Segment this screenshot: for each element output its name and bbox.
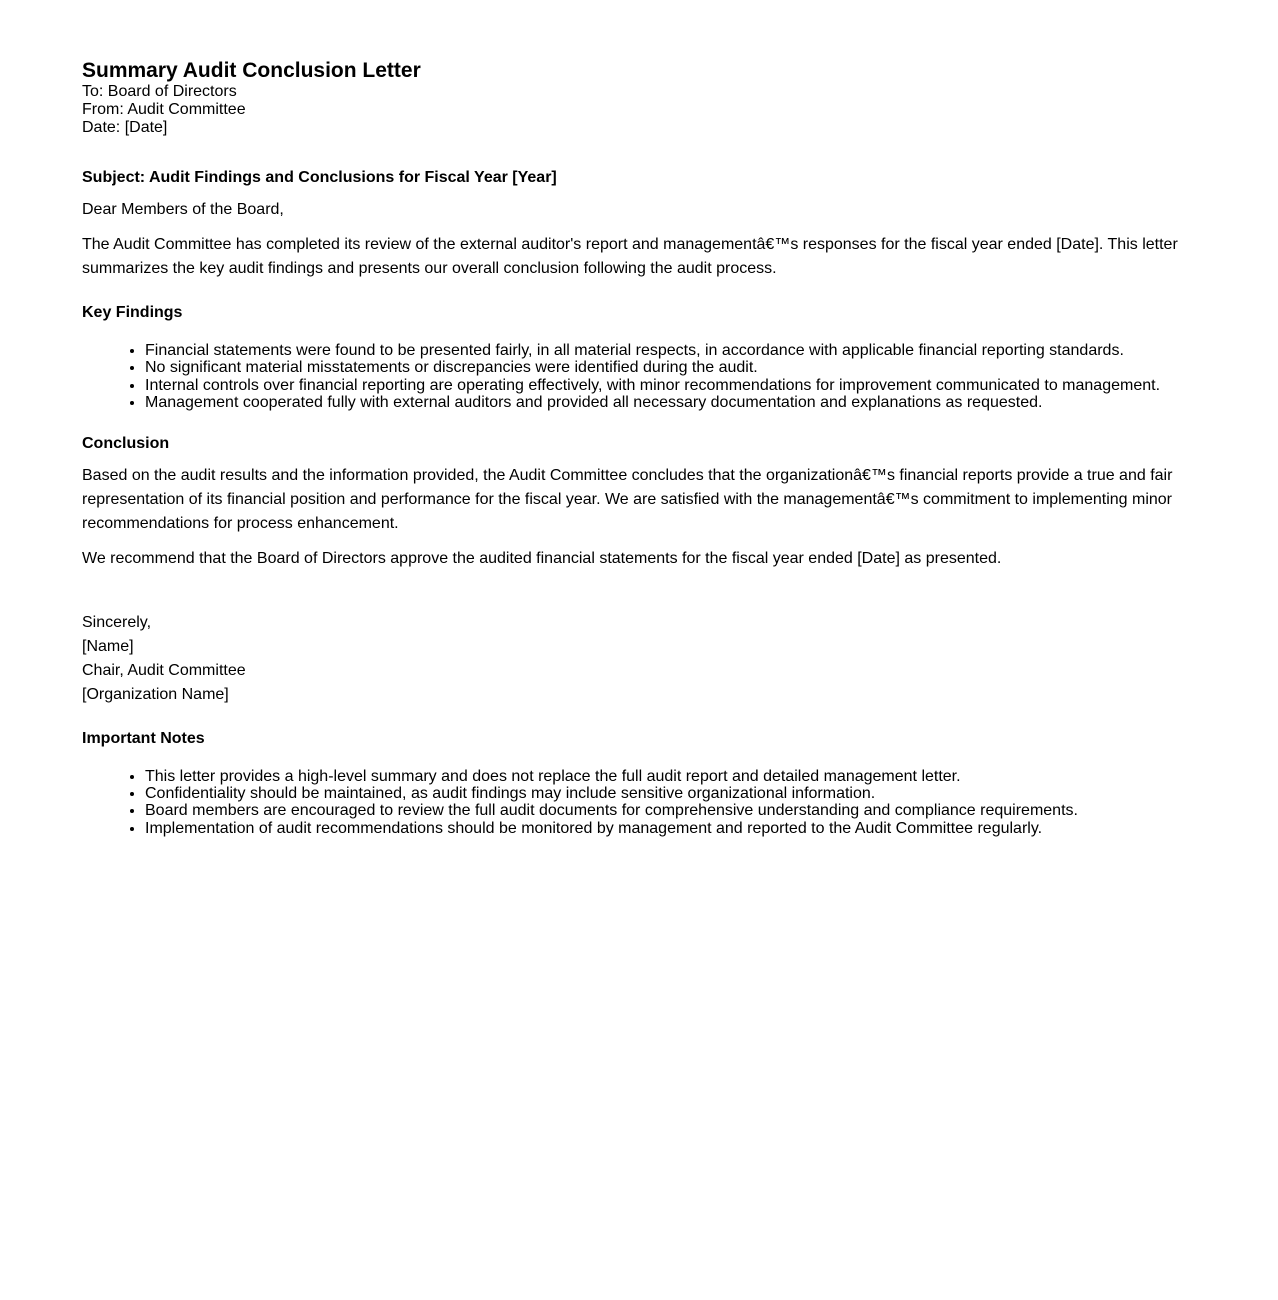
signature-block [82, 611, 1196, 707]
signature-role: Chair, Audit Committee [82, 661, 246, 679]
recommendation-paragraph: We recommend that the Board of Directors approve the audited financial statements for the fiscal year ended [Date] as presented. [82, 549, 1002, 567]
intro-paragraph: The Audit Committee has completed its review of the external auditor's report and managementâ€™s responses for the fiscal year ended [Date]. This letter summarizes the key audit findings and presents our overall conclusion following the audit process. [82, 236, 1178, 277]
conclusion-paragraph: Based on the audit results and the information provided, the Audit Committee concludes that the organizationâ€™s financial reports provide a true and fair representation of its financial position and performance for the fiscal year. We are satisfied with the managementâ€™s commitment to implementing minor recommendations for process enhancement. [82, 466, 1173, 532]
meta-to-line: To: Board of Directors [82, 83, 237, 100]
important-notes-list [82, 768, 1196, 838]
salutation: Dear Members of the Board, [82, 201, 284, 218]
important-notes-heading: Important Notes [82, 729, 205, 747]
key-finding-item: • Management cooperated fully with external auditors and provided all necessary documentation and explanations as requested. [145, 394, 1196, 411]
important-note-item: • This letter provides a high-level summary and does not replace the full audit report and detailed management letter. [145, 768, 1196, 785]
meta-from-line: From: Audit Committee [82, 101, 246, 118]
key-findings-list [82, 342, 1196, 412]
subject-heading: Subject: Audit Findings and Conclusions for Fiscal Year [Year] [82, 169, 557, 186]
meta-date-line: Date: [Date] [82, 119, 168, 136]
document-title: Summary Audit Conclusion Letter [82, 59, 421, 82]
letter-meta [82, 83, 1196, 137]
key-finding-item: • Financial statements were found to be presented fairly, in all material respects, in accordance with applicable financial reporting standards. [145, 342, 1196, 359]
important-note-item: • Confidentiality should be maintained, as audit findings may include sensitive organizational information. [145, 785, 1196, 802]
important-note-item: • Implementation of audit recommendations should be monitored by management and reported to the Audit Committee regularly. [145, 820, 1196, 837]
key-finding-item: • Internal controls over financial reporting are operating effectively, with minor recommendations for improvement communicated to management. [145, 377, 1196, 394]
signature-organization: [Organization Name] [82, 685, 229, 703]
key-findings-heading: Key Findings [82, 304, 183, 321]
signature-closing: Sincerely, [82, 613, 152, 631]
signature-name: [Name] [82, 637, 134, 655]
key-finding-item: • No significant material misstatements or discrepancies were identified during the audit. [145, 359, 1196, 376]
important-note-item: • Board members are encouraged to review the full audit documents for comprehensive understanding and compliance requirements. [145, 802, 1196, 819]
conclusion-heading: Conclusion [82, 434, 170, 452]
